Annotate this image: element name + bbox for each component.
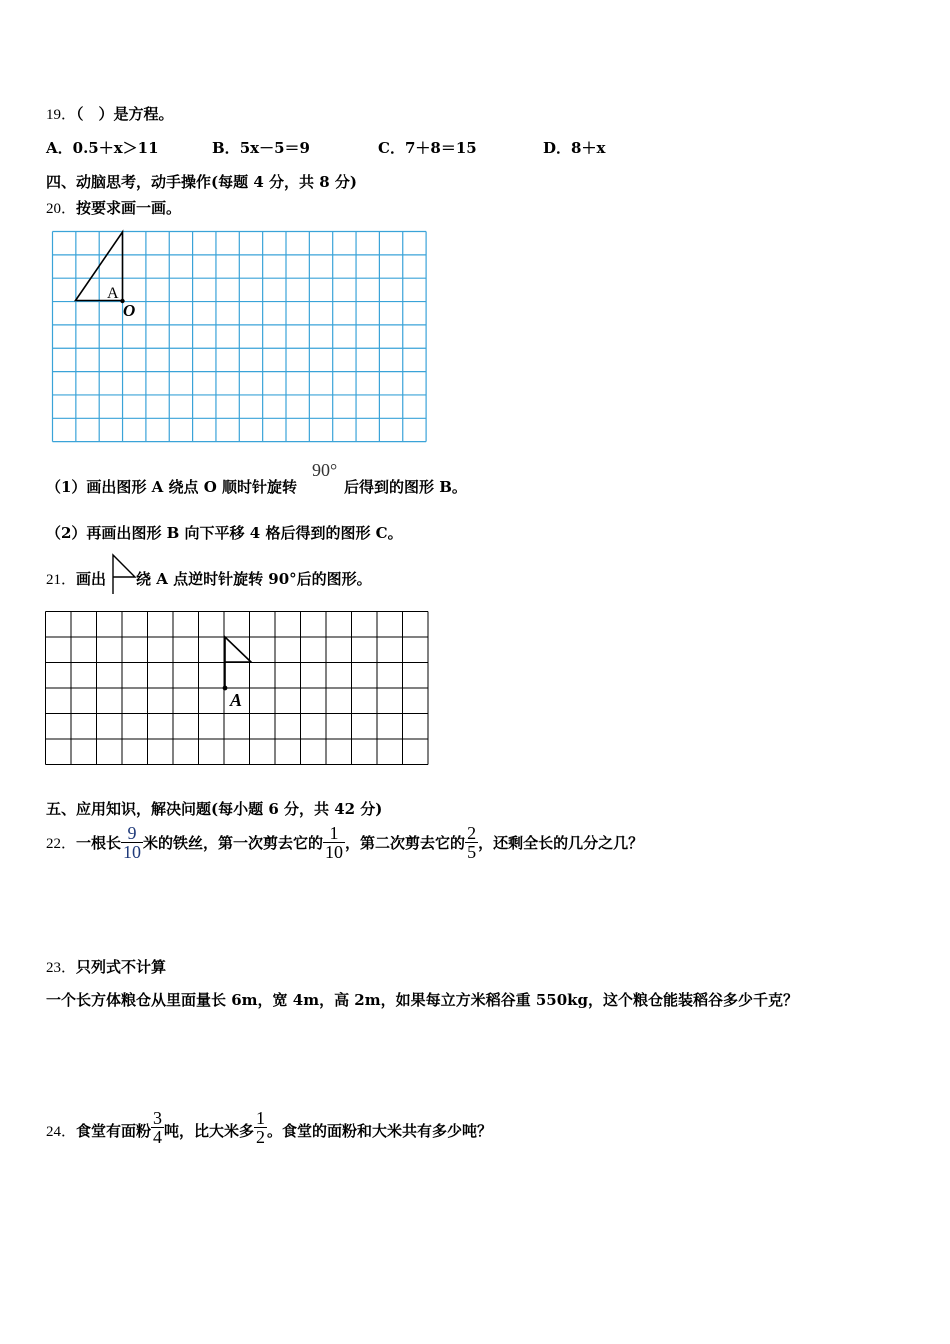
- q22-fraction-3: $\frac{2}{5}$: [467, 822, 477, 862]
- q23-number: 23．: [46, 960, 77, 976]
- q19-option-c: C．7＋8＝15: [378, 139, 477, 157]
- q24-fraction-1: $\frac{3}{4}$: [153, 1108, 163, 1147]
- q20-part1: [46, 476, 297, 497]
- q20-stem: [46, 197, 181, 218]
- q22-text-4: ，还剩全长的几分之几？: [478, 833, 644, 852]
- q20-grid-figure: [52, 231, 428, 441]
- q21-before: 画出: [76, 570, 107, 588]
- q20-part1-after: 后得到的图形 B。: [344, 478, 467, 496]
- q22-number: 22．: [46, 835, 77, 852]
- q21-grid-lines: [46, 612, 429, 765]
- q19-option-d: D．8＋x: [543, 139, 606, 157]
- q19-option-a: A．0.5＋x＞11: [46, 139, 159, 157]
- q21-number: 21．: [46, 572, 77, 588]
- q24-stem: [46, 1098, 492, 1146]
- q19-option-b: B．5x－5＝9: [212, 139, 310, 157]
- q24-number: 24．: [46, 1124, 77, 1140]
- q21-label-a: A: [230, 690, 243, 710]
- q21-after: 绕 A 点逆时针旋转 90°后的图形。: [136, 570, 372, 588]
- q20-label-a: A: [107, 285, 119, 302]
- q23-title: 只列式不计算: [76, 958, 167, 976]
- q24-fraction-2: $\frac{1}{2}$: [256, 1108, 266, 1147]
- q23-stem: [46, 956, 166, 977]
- q20-stem-text: 按要求画一画。: [76, 199, 182, 217]
- q22-stem: [46, 821, 643, 863]
- q21-inline-flag-icon: [111, 553, 137, 595]
- q23-body: 一个长方体粮仓从里面量长 6m，宽 4m，高 2m，如果每立方米稻谷重 550kg，这个粮仓能装稻谷多少千克？: [46, 991, 799, 1009]
- q21-flag-shape: [225, 637, 251, 688]
- q21-point-a: [223, 686, 228, 691]
- section4-title: 四、动脑思考，动手操作(每题 4 分，共 8 分): [46, 173, 357, 191]
- q24-text-2: 吨，比大米多: [164, 1122, 255, 1140]
- q20-part2: （2）再画出图形 B 向下平移 4 格后得到的图形 C。: [46, 524, 403, 542]
- q24-text-3: 。食堂的面粉和大米共有多少吨？: [267, 1122, 493, 1140]
- q24-text-1: 食堂有面粉: [76, 1122, 152, 1140]
- section5-title: 五、应用知识，解决问题(每小题 6 分，共 42 分): [46, 800, 383, 818]
- q20-part1-before: （1）画出图形 A 绕点 O 顺时针旋转: [46, 478, 298, 496]
- q20-angle: 90°: [312, 460, 338, 480]
- q22-fraction-1: $\frac{9}{10}$: [123, 822, 142, 862]
- q19-stem: [46, 103, 174, 124]
- q22-text-1: 一根长: [76, 833, 122, 852]
- q20-label-o: O: [123, 301, 136, 320]
- q21-grid-figure: [45, 611, 431, 765]
- q20-grid-lines: [53, 232, 427, 442]
- q19-number: 19．: [46, 107, 77, 123]
- q22-fraction-2: $\frac{1}{10}$: [325, 822, 344, 862]
- q22-text-2: 米的铁丝，第一次剪去它的: [143, 833, 324, 852]
- q22-text-3: ，第二次剪去它的: [345, 833, 466, 852]
- q21-stem: [46, 568, 106, 589]
- q19-stem-text: （ ）是方程。: [76, 105, 174, 123]
- q20-number: 20．: [46, 201, 77, 217]
